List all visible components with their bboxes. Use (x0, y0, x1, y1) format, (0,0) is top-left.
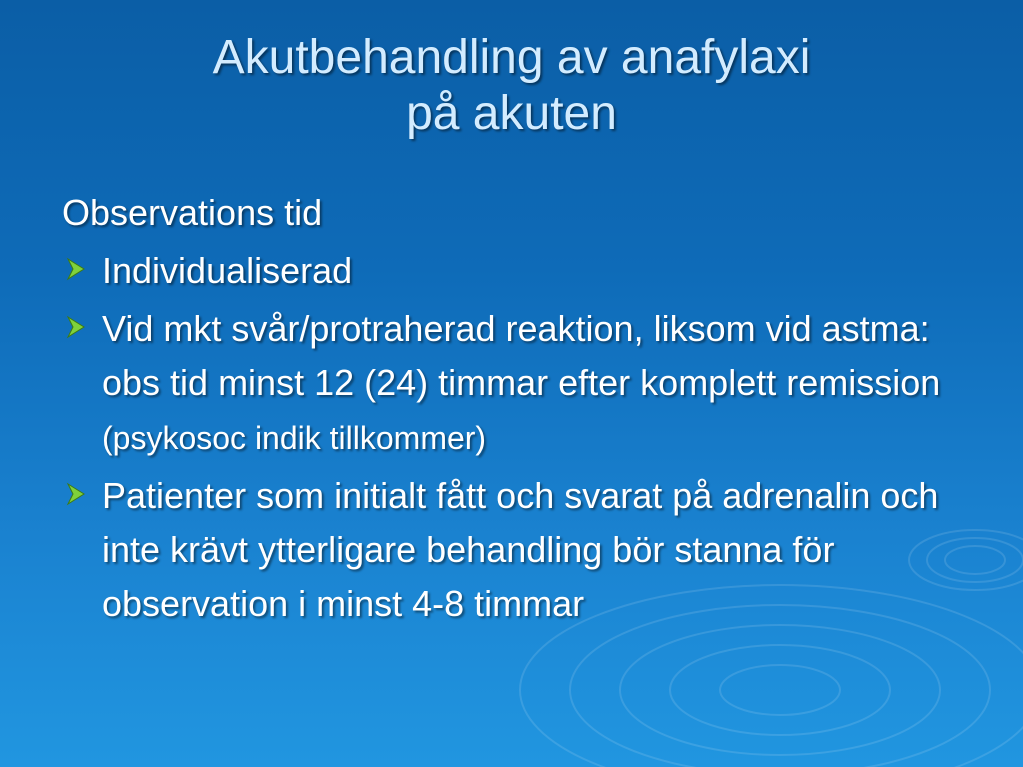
bullet-text: Vid mkt svår/protraherad reaktion, liksom vid astma: obs tid minst 12 (24) timmar efter komplett remission (102, 308, 941, 403)
bullet-list (62, 244, 942, 631)
slide-content (62, 190, 942, 635)
bullet-item (62, 302, 942, 465)
slide-title-line-2: på akuten (406, 87, 617, 140)
bullet-text: Individualiserad (102, 250, 353, 291)
bullet-text-small: (psykosoc indik tillkommer) (102, 420, 487, 456)
bullet-item (62, 469, 942, 631)
lead-text: Observations tid (62, 192, 323, 233)
bullet-text: Patienter som initialt fått och svarat på adrenalin och inte krävt ytterligare behandling bör stanna för observation i minst 4-8 timmar (102, 475, 939, 624)
green-arrow-bullet-icon (64, 314, 90, 340)
bullet-item (62, 244, 942, 298)
green-arrow-bullet-icon (64, 256, 90, 282)
green-arrow-bullet-icon (64, 481, 90, 507)
slide-title (0, 30, 1023, 142)
slide-title-line-1: Akutbehandling av anafylaxi (212, 31, 811, 84)
